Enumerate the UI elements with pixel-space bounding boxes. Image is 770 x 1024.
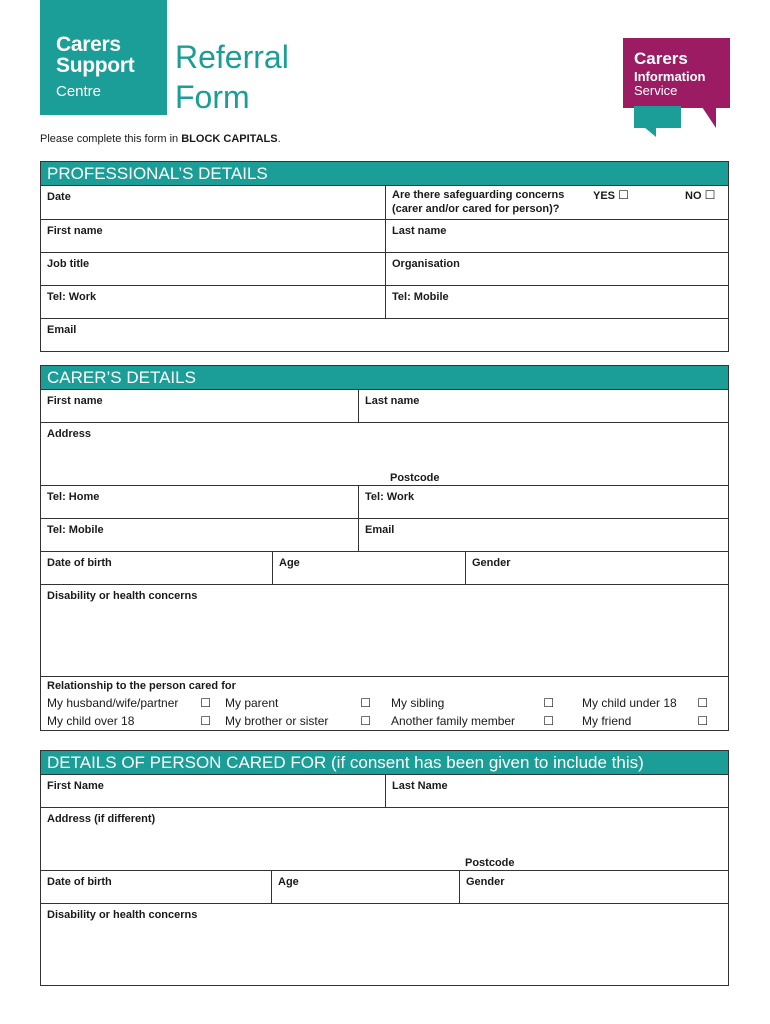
professional-tel-work-field[interactable] bbox=[41, 286, 385, 318]
checkbox-icon[interactable]: ☐ bbox=[360, 695, 371, 710]
option-my-parent[interactable] bbox=[219, 696, 379, 710]
option-label: My husband/wife/partner bbox=[47, 695, 179, 710]
relationship-label: Relationship to the person cared for bbox=[47, 680, 236, 692]
cared-last-name-field[interactable] bbox=[385, 775, 728, 807]
no-checkbox-icon[interactable]: ☐ bbox=[704, 188, 716, 202]
logo-text-line3: Centre bbox=[56, 83, 102, 100]
field-label: Tel: Work bbox=[365, 491, 415, 503]
safeguarding-question-line1: Are there safeguarding concerns bbox=[392, 189, 565, 201]
form-title-line2: Form bbox=[175, 79, 250, 115]
checkbox-icon[interactable]: ☐ bbox=[543, 713, 554, 728]
carer-tel-home-field[interactable] bbox=[41, 486, 358, 518]
field-label: Age bbox=[279, 557, 300, 569]
field-label: Last Name bbox=[392, 780, 448, 792]
carer-last-name-field[interactable] bbox=[358, 390, 728, 422]
no-label: NO bbox=[685, 190, 702, 202]
section-heading: CARER’S DETAILS bbox=[41, 366, 728, 389]
carer-gender-field[interactable] bbox=[465, 552, 728, 584]
organisation-field[interactable] bbox=[385, 253, 728, 285]
field-label: First Name bbox=[47, 780, 104, 792]
checkbox-icon[interactable]: ☐ bbox=[697, 695, 708, 710]
option-label: My parent bbox=[225, 695, 279, 710]
form-title-line1: Referral bbox=[175, 39, 289, 75]
carer-disability-field[interactable] bbox=[41, 585, 728, 676]
intro-text: Please complete this form in bbox=[40, 133, 182, 145]
field-label: Address (if different) bbox=[47, 813, 156, 825]
professional-first-name-field[interactable] bbox=[41, 220, 385, 252]
checkbox-icon[interactable]: ☐ bbox=[543, 695, 554, 710]
safeguarding-yes-option[interactable] bbox=[593, 188, 629, 203]
field-label: Last name bbox=[365, 395, 420, 407]
carer-first-name-field[interactable] bbox=[41, 390, 358, 422]
field-label: Date bbox=[47, 191, 71, 203]
option-child-under-18[interactable] bbox=[562, 696, 722, 710]
field-label: Job title bbox=[47, 258, 90, 270]
option-label: My friend bbox=[582, 713, 632, 728]
field-label: First name bbox=[47, 395, 103, 407]
option-brother-or-sister[interactable] bbox=[219, 714, 379, 728]
yes-checkbox-icon[interactable]: ☐ bbox=[618, 188, 629, 202]
option-label: Another family member bbox=[391, 713, 516, 728]
chat-bubble-tail-icon bbox=[644, 127, 656, 137]
field-label: Disability or health concerns bbox=[47, 909, 198, 921]
field-label: Age bbox=[278, 876, 299, 888]
option-label: My child under 18 bbox=[582, 695, 677, 710]
field-label: Date of birth bbox=[47, 557, 112, 569]
carer-tel-mobile-field[interactable] bbox=[41, 519, 358, 551]
option-child-over-18[interactable] bbox=[47, 714, 219, 728]
section-heading: PROFESSIONAL’S DETAILS bbox=[41, 162, 728, 185]
field-label: Tel: Home bbox=[47, 491, 100, 503]
field-label: First name bbox=[47, 225, 103, 237]
field-label: Organisation bbox=[392, 258, 460, 270]
checkbox-icon[interactable]: ☐ bbox=[200, 695, 211, 710]
carer-dob-field[interactable] bbox=[41, 552, 272, 584]
safeguarding-no-option[interactable] bbox=[685, 188, 715, 203]
carer-details-section bbox=[40, 365, 729, 731]
section-heading: DETAILS OF PERSON CARED FOR (if consent has been given to include this) bbox=[41, 751, 728, 774]
carer-tel-work-field[interactable] bbox=[358, 486, 728, 518]
option-another-family-member[interactable] bbox=[379, 714, 562, 728]
logo-text-line2: Support bbox=[56, 54, 135, 77]
cared-for-details-section bbox=[40, 750, 729, 986]
field-label: Disability or health concerns bbox=[47, 590, 198, 602]
cared-dob-field[interactable] bbox=[41, 871, 271, 903]
cared-age-field[interactable] bbox=[271, 871, 459, 903]
cared-first-name-field[interactable] bbox=[41, 775, 385, 807]
chat-bubble-icon bbox=[634, 106, 681, 128]
job-title-field[interactable] bbox=[41, 253, 385, 285]
professional-email-field[interactable] bbox=[41, 319, 728, 351]
intro-end: . bbox=[277, 133, 281, 145]
cared-address-field[interactable] bbox=[41, 808, 728, 870]
field-label: Email bbox=[47, 324, 77, 336]
option-husband-wife-partner[interactable] bbox=[47, 696, 219, 710]
carer-age-field[interactable] bbox=[272, 552, 465, 584]
carer-email-field[interactable] bbox=[358, 519, 728, 551]
carers-support-centre-logo bbox=[40, 0, 167, 115]
option-my-friend[interactable] bbox=[562, 714, 722, 728]
relationship-options-row2 bbox=[41, 712, 728, 730]
cis-text-line2: Information bbox=[634, 69, 706, 84]
field-label: Email bbox=[365, 524, 395, 536]
safeguarding-field bbox=[385, 186, 728, 219]
relationship-options-row1 bbox=[41, 693, 728, 711]
intro-emphasis: BLOCK CAPITALS bbox=[181, 133, 278, 145]
checkbox-icon[interactable]: ☐ bbox=[200, 713, 211, 728]
field-label: Gender bbox=[466, 876, 505, 888]
carer-address-field[interactable] bbox=[41, 423, 728, 485]
field-label: Gender bbox=[472, 557, 511, 569]
logo-text-line1: Carers bbox=[56, 33, 121, 56]
checkbox-icon[interactable]: ☐ bbox=[360, 713, 371, 728]
cared-postcode-label: Postcode bbox=[465, 857, 515, 869]
date-field[interactable] bbox=[41, 186, 385, 219]
yes-label: YES bbox=[593, 190, 616, 202]
option-label: My sibling bbox=[391, 695, 445, 710]
field-label: Address bbox=[47, 428, 92, 440]
cared-gender-field[interactable] bbox=[459, 871, 728, 903]
professional-tel-mobile-field[interactable] bbox=[385, 286, 728, 318]
field-label: Tel: Work bbox=[47, 291, 97, 303]
intro-instruction bbox=[40, 133, 281, 145]
field-label: Tel: Mobile bbox=[47, 524, 104, 536]
option-label: My child over 18 bbox=[47, 713, 135, 728]
field-label: Date of birth bbox=[47, 876, 112, 888]
cis-text-line1: Carers bbox=[634, 49, 688, 68]
professional-details-section bbox=[40, 161, 729, 352]
cared-disability-field[interactable] bbox=[41, 904, 728, 985]
option-my-sibling[interactable] bbox=[379, 696, 562, 710]
option-label: My brother or sister bbox=[225, 713, 329, 728]
checkbox-icon[interactable]: ☐ bbox=[697, 713, 708, 728]
professional-last-name-field[interactable] bbox=[385, 220, 728, 252]
safeguarding-question-line2: (carer and/or cared for person)? bbox=[392, 203, 560, 215]
field-label: Tel: Mobile bbox=[392, 291, 449, 303]
carers-information-service-logo bbox=[623, 38, 730, 108]
relationship-block bbox=[41, 676, 728, 730]
carer-postcode-label: Postcode bbox=[390, 472, 440, 484]
cis-text-line3: Service bbox=[634, 83, 678, 98]
field-label: Last name bbox=[392, 225, 447, 237]
